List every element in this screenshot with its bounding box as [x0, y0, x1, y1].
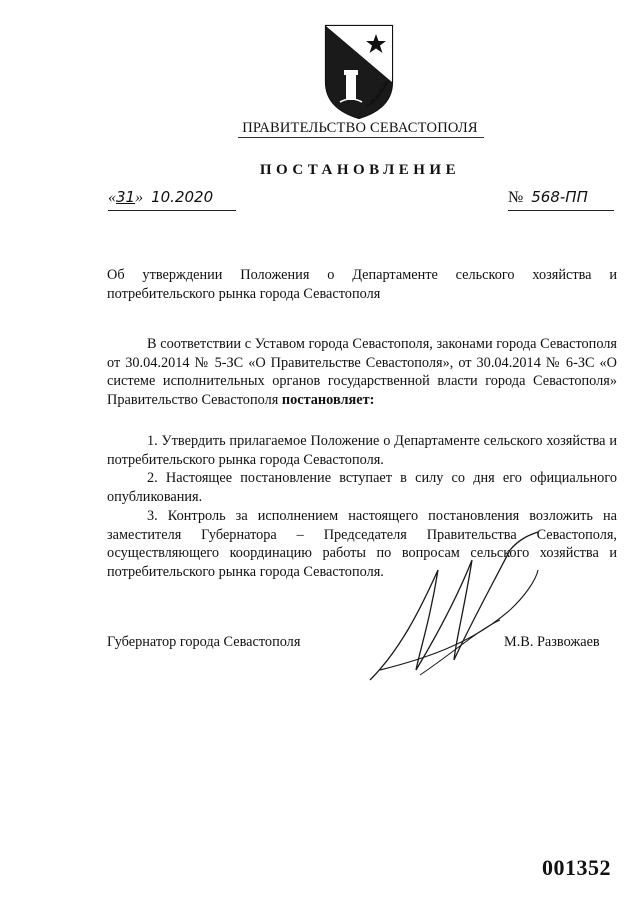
preamble-text: В соответствии с Уставом города Севастополя, законами города Севастополя от 30.04.2014 № 5-ЗС «О Правительстве Севастополя», от 30.04.2014 № 6-ЗС «О системе исполнительных органов государственной власти города Севастополя» Правительство Севастополя [107, 336, 617, 409]
handwritten-signature-icon [360, 530, 540, 690]
date-open-quote: « [108, 189, 116, 206]
sevastopol-coat-of-arms-icon [318, 20, 400, 120]
number-prefix: № [508, 189, 524, 206]
signatory-position: Губернатор города Севастополя [107, 634, 301, 650]
document-type: ПОСТАНОВЛЕНИЕ [259, 162, 461, 178]
serial-number: 001352 [542, 855, 611, 880]
resolution-item: 1. Утвердить прилагаемое Положение о Департаменте сельского хозяйства и потребительского рынка города Севастополя. [107, 433, 617, 468]
date-day: 31 [116, 188, 136, 206]
preamble-emphasis: постановляет: [281, 392, 375, 409]
signatory-name: М.В. Развожаев [504, 634, 600, 650]
preamble-paragraph [107, 335, 617, 410]
number-value: 568-ПП [531, 188, 588, 206]
government-title: ПРАВИТЕЛЬСТВО СЕВАСТОПОЛЯ [242, 120, 478, 136]
resolution-item: 3. Контроль за исполнением настоящего постановления возложить на заместителя Губернатора – Председателя Правительства Севастополя, осуществляющего координацию работы по вопросам сельского хозяйства и потребительского рынка города Севастополя. [107, 507, 617, 580]
document-subject: Об утверждении Положения о Департаменте сельского хозяйства и потребительского рынка города Севастополя [107, 267, 617, 302]
resolution-item: 2. Настоящее постановление вступает в силу со дня его официального опубликования. [107, 470, 617, 506]
date-month-year: 10.2020 [151, 188, 214, 206]
title-underline [238, 137, 484, 138]
document-date [108, 188, 236, 211]
document-number [508, 188, 614, 211]
date-close-quote: » [135, 189, 144, 206]
